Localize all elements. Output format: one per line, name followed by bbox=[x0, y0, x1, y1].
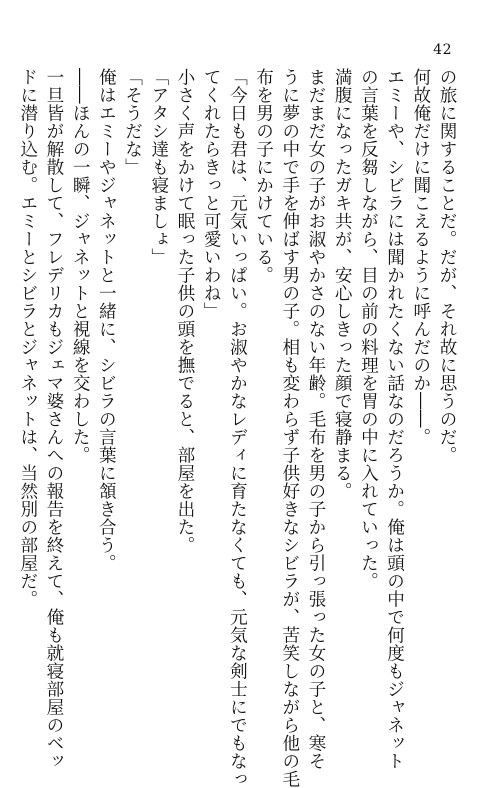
text-line: 満腹になったガキ共が、安心しきった顔で寝静まる。 bbox=[332, 68, 353, 500]
text-line: の言葉を反芻しながら、目の前の料理を胃の中に入れていった。 bbox=[358, 68, 379, 590]
text-line: ドに潜り込む。エミーとシビラとジャネットは、当然別の部屋だ。 bbox=[17, 68, 38, 608]
text-line: の旅に関することだ。だが、それ故に思うのだ。 bbox=[437, 68, 457, 464]
text-line: 何故俺だけに聞こえるように呼んだのか――。 bbox=[410, 68, 431, 446]
text-line: てくれたらきっと可愛いわね」 bbox=[201, 68, 222, 320]
text-line: 「そうだな」 bbox=[122, 68, 143, 176]
text-line: 「今日も君は、元気いっぱい。お淑やかなレディに育たなくても、元気な剣士にでもなっ bbox=[227, 68, 248, 788]
text-line: 小さく声をかけて眠った子供の頭を撫でると、部屋を出た。 bbox=[174, 68, 195, 554]
text-line: まだまだ女の子がお淑やかさのない年齢。毛布を男の子から引っ張った女の子と、寒そ bbox=[305, 68, 326, 770]
text-line: エミーや、シビラには聞かれたくない話なのだろうか。俺は頭の中で何度もジャネット bbox=[384, 68, 405, 770]
body-text bbox=[15, 68, 460, 788]
text-line: 俺はエミーやジャネットと一緒に、シビラの言葉に頷き合う。 bbox=[96, 68, 117, 572]
text-line: 一旦皆が解散して、フレデリカもジェマ婆さんへの報告を終えて、俺も就寝部屋のベッ bbox=[43, 68, 64, 770]
text-line: 布を男の子にかけている。 bbox=[253, 68, 274, 284]
text-line: うに夢の中で手を伸ばす男の子。相も変わらず子供好きなシビラが、苦笑しながら他の毛 bbox=[279, 68, 300, 788]
text-line: 「アタシ達も寝ましょ」 bbox=[148, 68, 169, 266]
page-number: 42 bbox=[433, 42, 452, 58]
text-line: ――ほんの一瞬、ジャネットと視線を交わした。 bbox=[70, 68, 91, 464]
